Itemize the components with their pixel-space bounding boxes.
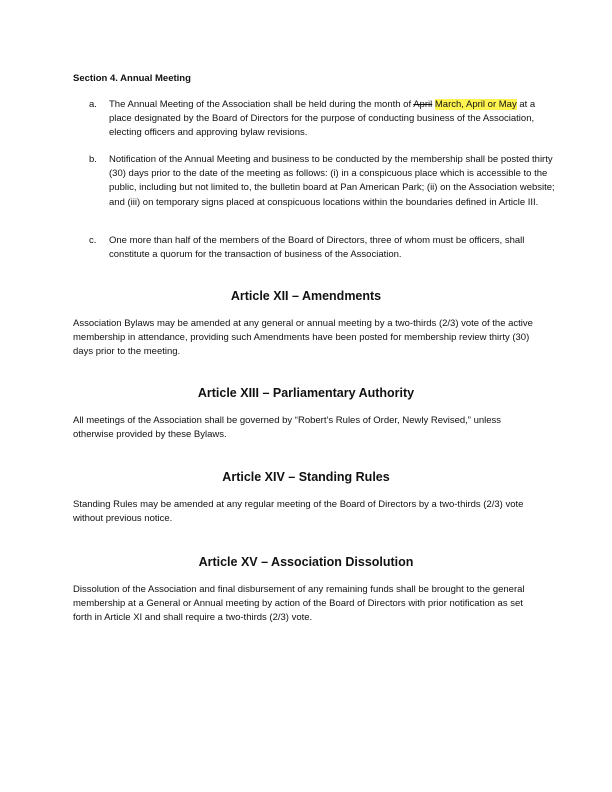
article-body: Standing Rules may be amended at any regular meeting of the Board of Directors by a two-thirds (2/3) vote without previous notice.	[73, 499, 524, 525]
list-marker: a.	[89, 99, 97, 110]
list-item-text: Notification of the Annual Meeting and business to be conducted by the membership shall be posted thirty (30) days prior to the date of the meeting as follows: (i) in a conspicuous place which is accessible to the public, including but not limited to, the bulletin board at Pan American Park; (ii) on the Association website; and (iii) on temporary signs placed at conspicuous locations within the boundaries defined in Article III.	[109, 154, 555, 208]
section-heading: Section 4. Annual Meeting	[73, 73, 191, 84]
article-body: Dissolution of the Association and final disbursement of any remaining funds shall be brought to the general membership at a General or Annual meeting by action of the Board of Directors with prior notification as set forth in Article XI and shall require a two-thirds (2/3) vote.	[73, 584, 525, 624]
list-item-c	[89, 234, 559, 262]
article-title: Article XII – Amendments	[230, 289, 382, 303]
article-title: Article XV – Association Dissolution	[198, 555, 414, 569]
article-title: Article XIV – Standing Rules	[222, 470, 390, 484]
list-item-text: One more than half of the members of the Board of Directors, three of whom must be officers, shall constitute a quorum for the transaction of business of the Association.	[109, 235, 525, 261]
list-item-text	[109, 98, 559, 141]
text-segment: at a place designated by the Board of Directors for the purpose of conducting business of the Association, electing officers and approving bylaw revisions.	[109, 99, 536, 139]
article-body: Association Bylaws may be amended at any general or annual meeting by a two-thirds (2/3) vote of the active membership in attendance, providing such Amendments have been posted for membership review thirty (30) days prior to the meeting.	[73, 318, 533, 358]
highlighted-text: March, April or May	[434, 99, 517, 110]
struck-text: April	[413, 99, 433, 110]
list-marker: c.	[89, 235, 97, 246]
text-segment: The Annual Meeting of the Association shall be held during the month of	[109, 99, 414, 110]
list-item-b	[89, 153, 559, 210]
list-item-a	[89, 98, 559, 141]
article-title: Article XIII – Parliamentary Authority	[197, 386, 415, 400]
list-marker: b.	[89, 154, 97, 165]
article-body: All meetings of the Association shall be governed by “Robert’s Rules of Order, Newly Revised,” unless otherwise provided by these Bylaws.	[73, 415, 502, 441]
